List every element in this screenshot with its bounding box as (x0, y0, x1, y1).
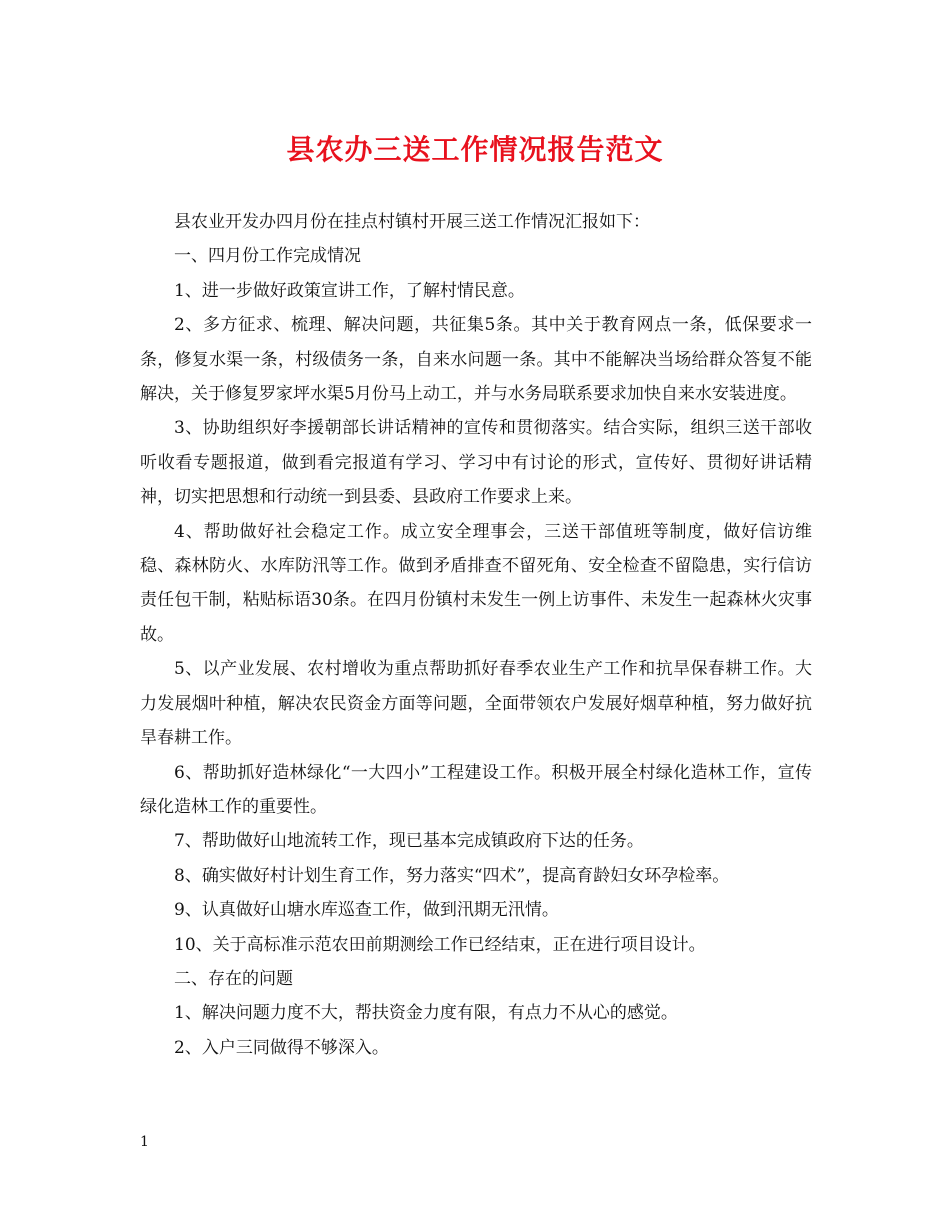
paragraph: 10、关于高标准示范农田前期测绘工作已经结束，正在进行项目设计。 (174, 934, 706, 955)
paragraph: 4、帮助做好社会稳定工作。成立安全理事会，三送干部值班等制度，做好信访维稳、森林防火、水库防汛等工作。做到矛盾排查不留死角、安全检查不留隐患，实行信访责任包干制，粘贴标语30条。在四月份镇村未发生一例上访事件、未发生一起森林火灾事故。 (140, 521, 812, 645)
document-title: 县农办三送工作情况报告范文 (286, 133, 664, 166)
section-heading: 一、四月份工作完成情况 (174, 246, 361, 267)
paragraph: 7、帮助做好山地流转工作，现已基本完成镇政府下达的任务。 (174, 831, 644, 852)
paragraph: 1、进一步做好政策宣讲工作，了解村情民意。 (174, 280, 525, 301)
paragraph: 2、多方征求、梳理、解决问题，共征集5条。其中关于教育网点一条，低保要求一条，修复水渠一条，村级债务一条，自来水问题一条。其中不能解决当场给群众答复不能解决，关于修复罗家坪水渠5月份马上动工，并与水务局联系要求加快自来水安装进度。 (140, 315, 812, 405)
paragraph: 1、解决问题力度不大，帮扶资金力度有限，有点力不从心的感觉。 (174, 1003, 678, 1024)
paragraph: 9、认真做好山塘水库巡查工作，做到汛期无汛情。 (174, 900, 559, 921)
paragraph: 8、确实做好村计划生育工作，努力落实“四术”，提高育龄妇女环孕检率。 (174, 865, 730, 886)
paragraph: 3、协助组织好李援朝部长讲话精神的宣传和贯彻落实。结合实际，组织三送干部收听收看专题报道，做到看完报道有学习、学习中有讨论的形式，宣传好、贯彻好讲话精神，切实把思想和行动统一到县委、县政府工作要求上来。 (140, 418, 812, 508)
section-heading: 二、存在的问题 (174, 968, 293, 989)
paragraph: 县农业开发办四月份在挂点村镇村开展三送工作情况汇报如下： (174, 212, 650, 232)
paragraph: 5、以产业发展、农村增收为重点帮助抓好春季农业生产工作和抗旱保春耕工作。大力发展烟叶种植，解决农民资金方面等问题，全面带领农户发展好烟草种植，努力做好抗旱春耕工作。 (140, 659, 812, 749)
paragraph: 6、帮助抓好造林绿化“一大四小”工程建设工作。积极开展全村绿化造林工作，宣传绿化造林工作的重要性。 (140, 762, 812, 817)
paragraph: 2、入户三同做得不够深入。 (174, 1037, 389, 1058)
page-number: 1 (140, 1134, 149, 1150)
document-body (140, 205, 812, 1065)
